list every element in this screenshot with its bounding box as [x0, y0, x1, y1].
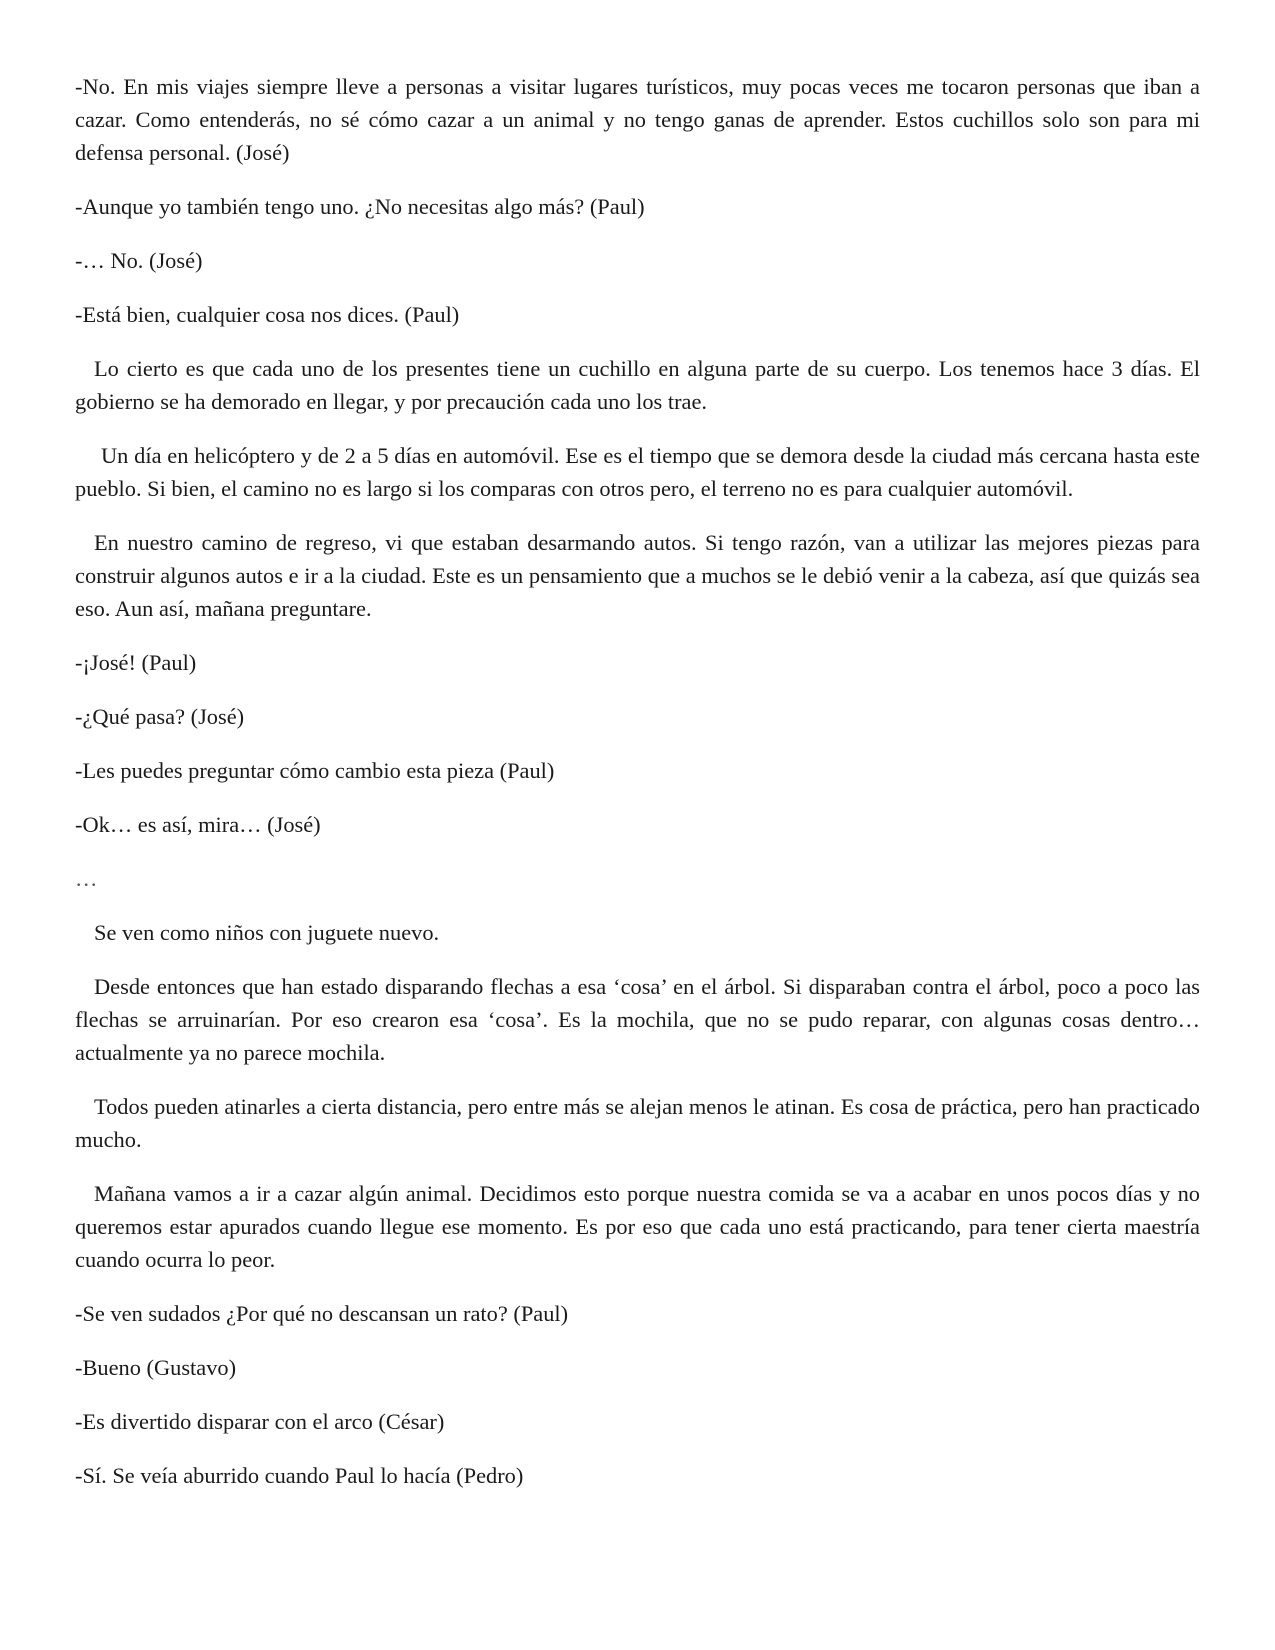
dialogue-line: -Aunque yo también tengo uno. ¿No necesitas algo más? (Paul) [75, 194, 645, 219]
narration-paragraph: Desde entonces que han estado disparando flechas a esa ‘cosa’ en el árbol. Si disparaban contra el árbol, poco a poco las flechas se arruinarían. Por eso crearon esa ‘cosa’. Es la mochila, que no se pudo reparar, con algunas cosas dentro… actualmente ya no parece mochila. [75, 974, 1200, 1065]
dialogue-line: -Ok… es así, mira… (José) [75, 812, 321, 837]
dialogue-line: -Se ven sudados ¿Por qué no descansan un rato? (Paul) [75, 1301, 569, 1326]
narration-paragraph: Lo cierto es que cada uno de los presentes tiene un cuchillo en alguna parte de su cuerpo. Los tenemos hace 3 días. El gobierno se ha demorado en llegar, y por precaución cada uno los trae. [75, 356, 1200, 414]
dialogue-line: -No. En mis viajes siempre lleve a personas a visitar lugares turísticos, muy pocas veces me tocaron personas que iban a cazar. Como entenderás, no sé cómo cazar a un animal y no tengo ganas de aprender. Estos cuchillos solo son para mi defensa personal. (José) [75, 74, 1200, 165]
narration-paragraph: Mañana vamos a ir a cazar algún animal. Decidimos esto porque nuestra comida se va a acabar en unos pocos días y no queremos estar apurados cuando llegue ese momento. Es por eso que cada uno está practicando, para tener cierta maestría cuando ocurra lo peor. [75, 1181, 1200, 1272]
narration-paragraph: En nuestro camino de regreso, vi que estaban desarmando autos. Si tengo razón, van a utilizar las mejores piezas para construir algunos autos e ir a la ciudad. Este es un pensamiento que a muchos se le debió venir a la cabeza, así que quizás sea eso. Aun así, mañana preguntare. [75, 530, 1200, 621]
dialogue-line: -… No. (José) [75, 248, 203, 273]
dialogue-line: -Sí. Se veía aburrido cuando Paul lo hacía (Pedro) [75, 1463, 524, 1488]
dialogue-line: -¿Qué pasa? (José) [75, 704, 245, 729]
dialogue-line: -Es divertido disparar con el arco (César) [75, 1409, 445, 1434]
document-page [75, 70, 1200, 1513]
dialogue-line: -Les puedes preguntar cómo cambio esta pieza (Paul) [75, 758, 555, 783]
dialogue-line: -Está bien, cualquier cosa nos dices. (Paul) [75, 302, 460, 327]
narration-paragraph: Se ven como niños con juguete nuevo. [94, 920, 440, 945]
narration-paragraph: Un día en helicóptero y de 2 a 5 días en automóvil. Ese es el tiempo que se demora desde la ciudad más cercana hasta este pueblo. Si bien, el camino no es largo si los comparas con otros pero, el terreno no es para cualquier automóvil. [75, 443, 1200, 501]
narration-paragraph: Todos pueden atinarles a cierta distancia, pero entre más se alejan menos le atinan. Es cosa de práctica, pero han practicado mucho. [75, 1094, 1200, 1152]
dialogue-line: -¡José! (Paul) [75, 650, 197, 675]
scene-break: … [75, 866, 98, 891]
dialogue-line: -Bueno (Gustavo) [75, 1355, 237, 1380]
